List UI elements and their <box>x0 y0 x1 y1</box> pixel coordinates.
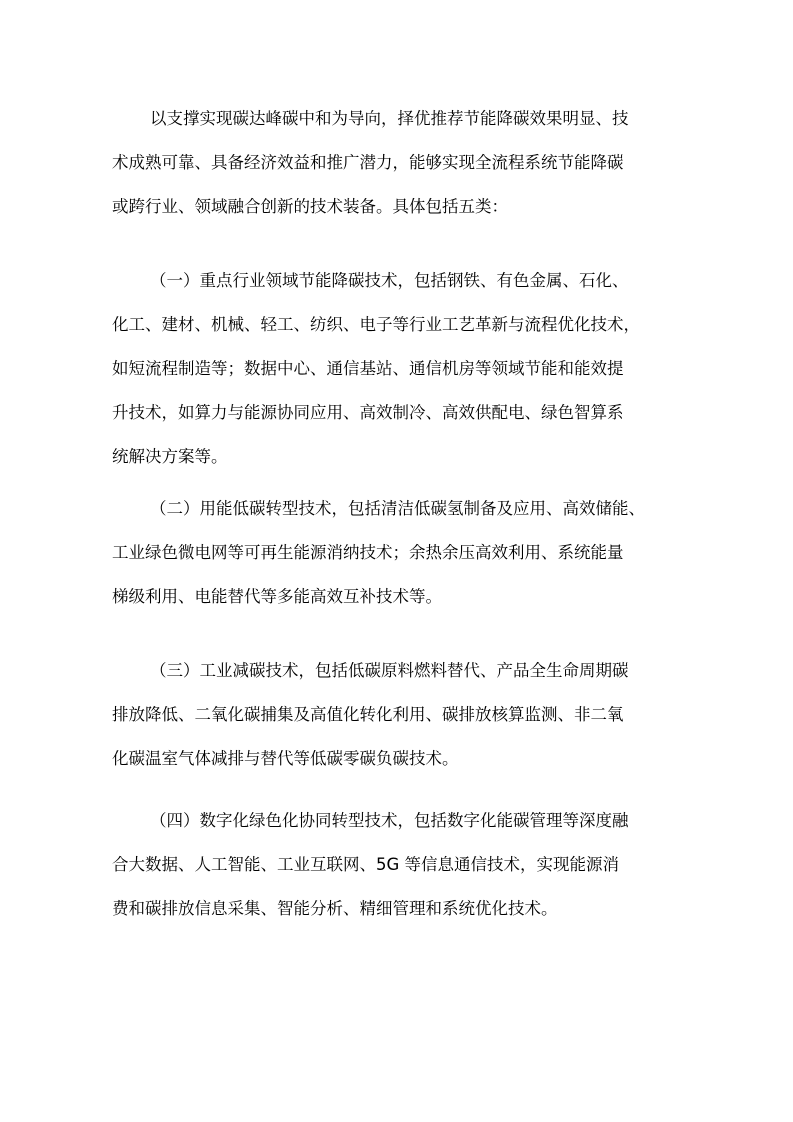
text-line: 梯级利用、电能替代等多能高效互补技术等。 <box>112 587 442 606</box>
text-line: 升技术，如算力与能源协同应用、高效制冷、高效供配电、绿色智算系 <box>112 403 624 422</box>
category-2-paragraph <box>112 487 688 619</box>
text-line: 以支撑实现碳达峰碳中和为导向，择优推荐节能降碳效果明显、技 <box>150 109 629 128</box>
text-line: 化工、建材、机械、轻工、纺织、电子等行业工艺革新与流程优化技术， <box>112 315 640 334</box>
text-line: 费和碳排放信息采集、智能分析、精细管理和系统优化技术。 <box>112 899 558 918</box>
text-line: 或跨行业、领域融合创新的技术装备。具体包括五类： <box>112 197 508 216</box>
text-line: 统解决方案等。 <box>112 447 228 466</box>
intro-paragraph <box>112 97 688 229</box>
text-line: （三）工业减碳技术，包括低碳原料燃料替代、产品全生命周期碳 <box>150 661 629 680</box>
text-line: 工业绿色微电网等可再生能源消纳技术；余热余压高效利用、系统能量 <box>112 543 624 562</box>
text-line: （四）数字化绿色化协同转型技术，包括数字化能碳管理等深度融 <box>150 811 629 830</box>
text-line: （一）重点行业领域节能降碳技术，包括钢铁、有色金属、石化、 <box>150 271 629 290</box>
text-line: 排放降低、二氧化碳捕集及高值化转化利用、碳排放核算监测、非二氧 <box>112 705 624 724</box>
text-line: 合大数据、人工智能、工业互联网、5G 等信息通信技术，实现能源消 <box>112 855 620 874</box>
text-line: （二）用能低碳转型技术，包括清洁低碳氢制备及应用、高效储能、 <box>150 499 645 518</box>
text-line: 术成熟可靠、具备经济效益和推广潜力，能够实现全流程系统节能降碳 <box>112 153 624 172</box>
category-4-paragraph <box>112 799 688 931</box>
text-line: 如短流程制造等；数据中心、通信基站、通信机房等领域节能和能效提 <box>112 359 624 378</box>
text-line: 化碳温室气体减排与替代等低碳零碳负碳技术。 <box>112 749 459 768</box>
category-1-paragraph <box>112 259 688 479</box>
category-3-paragraph <box>112 649 688 781</box>
